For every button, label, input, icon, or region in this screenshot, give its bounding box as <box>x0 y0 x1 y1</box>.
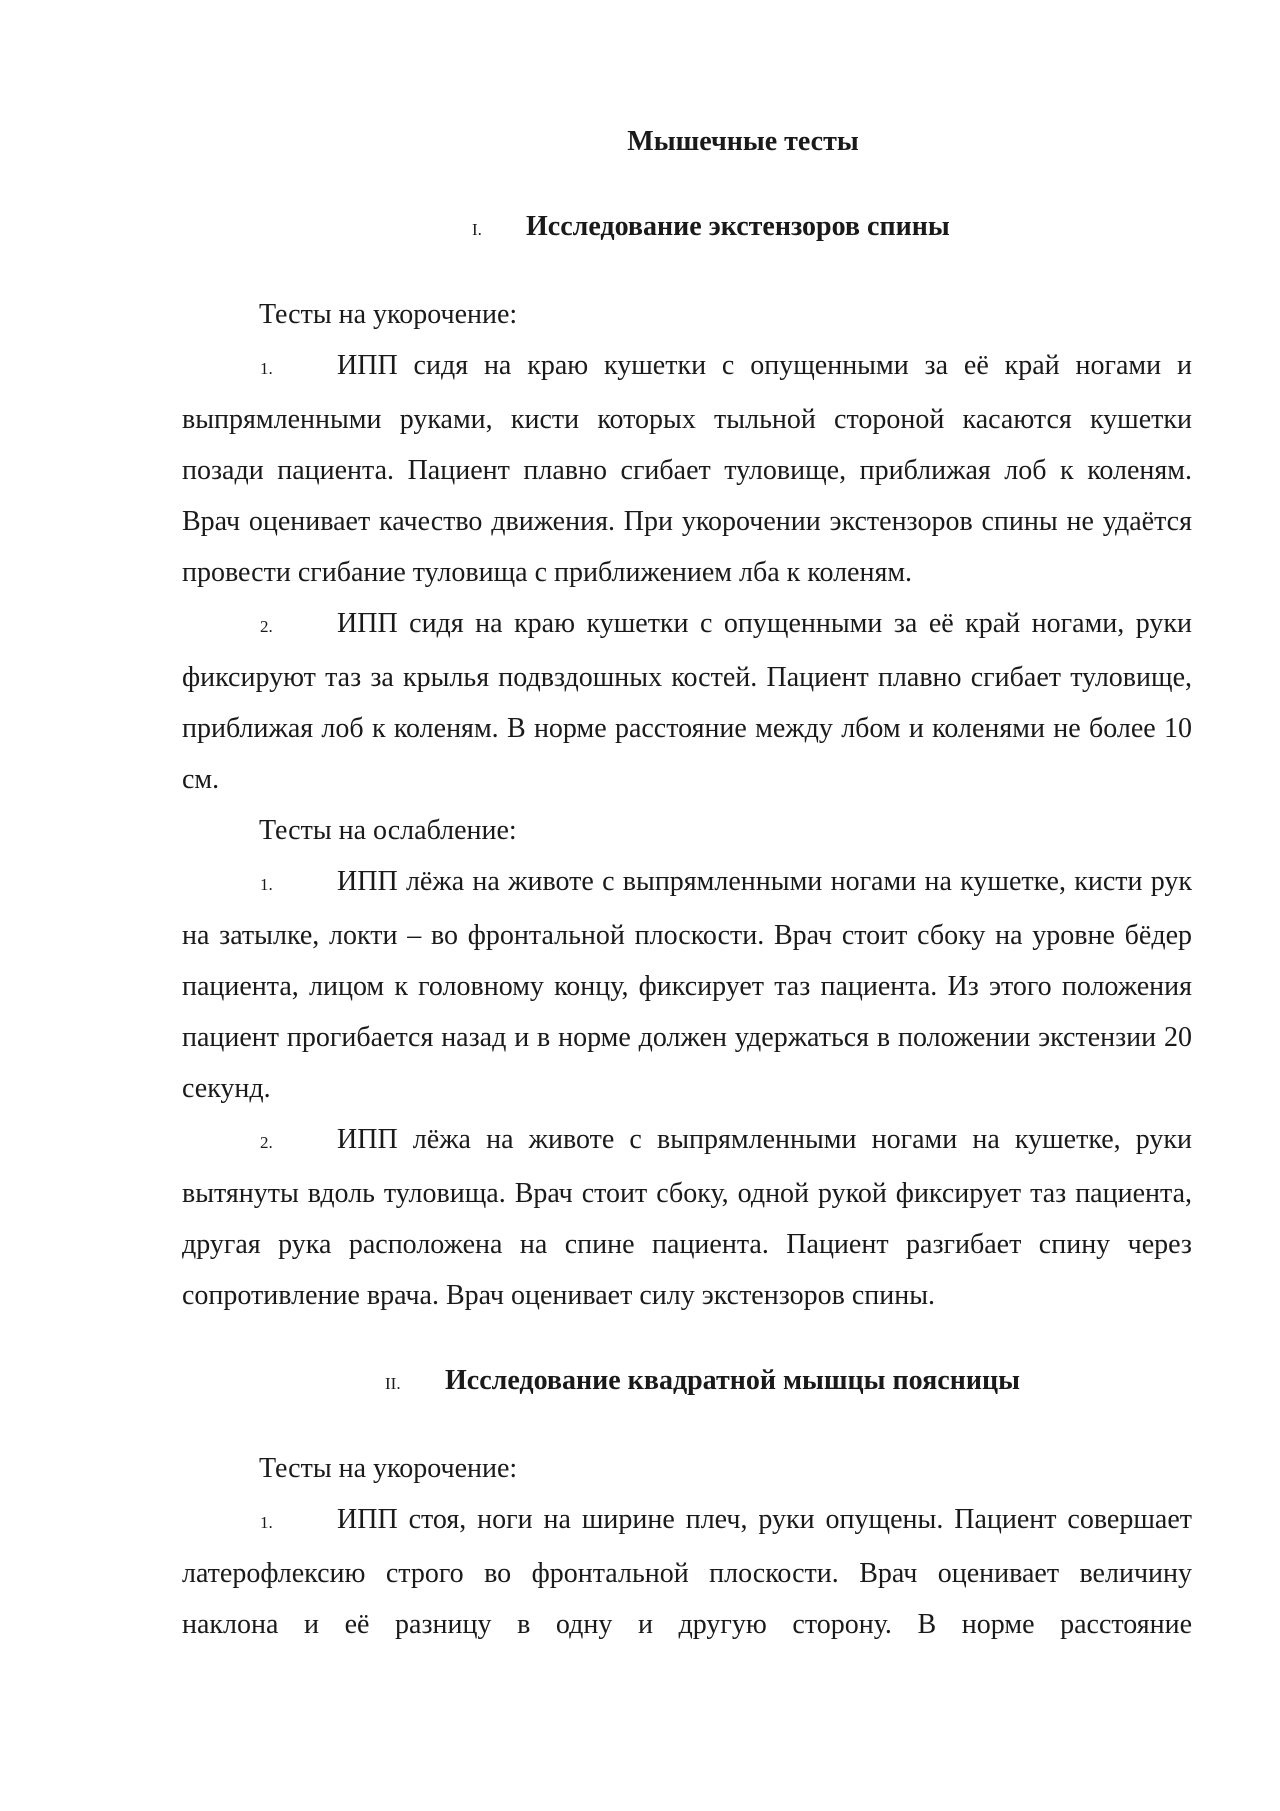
item-text: ИПП стоя, ноги на ширине плеч, руки опущены. Пациент совершает латерофлексию строго во фронтальной плоскости. Врач оценивает величину наклона и её разницу в одну и другую сторону. В норме расстояние <box>182 1504 1192 1640</box>
document-body <box>182 116 1192 1650</box>
item-text: ИПП сидя на краю кушетки с опущенными за её край ногами, руки фиксируют таз за крылья подвздошных костей. Пациент плавно сгибает туловище, приближая лоб к коленям. В норме расстояние между лбом и коленями не более 10 см. <box>182 608 1192 795</box>
list-item <box>182 598 1192 805</box>
list-item <box>182 1494 1192 1650</box>
item-text: ИПП лёжа на животе с выпрямленными ногами на кушетке, руки вытянуты вдоль туловища. Врач стоит сбоку, одной рукой фиксирует таз пациента, другая рука расположена на спине пациента. Пациент разгибает спину через сопротивление врача. Врач оценивает силу экстензоров спины. <box>182 1124 1192 1311</box>
section-title: Исследование экстензоров спины <box>526 211 950 242</box>
item-number: 1. <box>260 359 273 378</box>
list-item <box>182 856 1192 1114</box>
item-text: ИПП лёжа на животе с выпрямленными ногами на кушетке, кисти рук на затылке, локти – во фронтальной плоскости. Врач стоит сбоку на уровне бёдер пациента, лицом к головному концу, фиксирует таз пациента. Из этого положения пациент прогибается назад и в норме должен удержаться в положении экстензии 20 секунд. <box>182 866 1192 1104</box>
group-label: Тесты на укорочение: <box>259 299 518 330</box>
item-text: ИПП сидя на краю кушетки с опущенными за её край ногами и выпрямленными руками, кисти которых тыльной стороной касаются кушетки позади пациента. Пациент плавно сгибает туловище, приближая лоб к коленям. Врач оценивает качество движения. При укорочении экстензоров спины не удаётся провести сгибание туловища с приближением лба к коленям. <box>182 350 1192 588</box>
item-number: 1. <box>260 875 273 894</box>
item-number: 2. <box>260 617 273 636</box>
document-title: Мышечные тесты <box>627 126 859 157</box>
section-heading <box>182 1355 1192 1409</box>
group-label: Тесты на укорочение: <box>259 1453 518 1484</box>
section-2 <box>182 1355 1192 1650</box>
group-label: Тесты на ослабление: <box>259 815 517 846</box>
section-number: I. <box>472 220 482 239</box>
section-1 <box>182 201 1192 1321</box>
list-item <box>182 340 1192 598</box>
section-number: II. <box>385 1374 401 1393</box>
item-number: 1. <box>260 1513 273 1532</box>
list-item <box>182 1114 1192 1321</box>
item-number: 2. <box>260 1133 273 1152</box>
section-title: Исследование квадратной мышцы поясницы <box>445 1365 1020 1396</box>
section-heading <box>182 201 1192 255</box>
